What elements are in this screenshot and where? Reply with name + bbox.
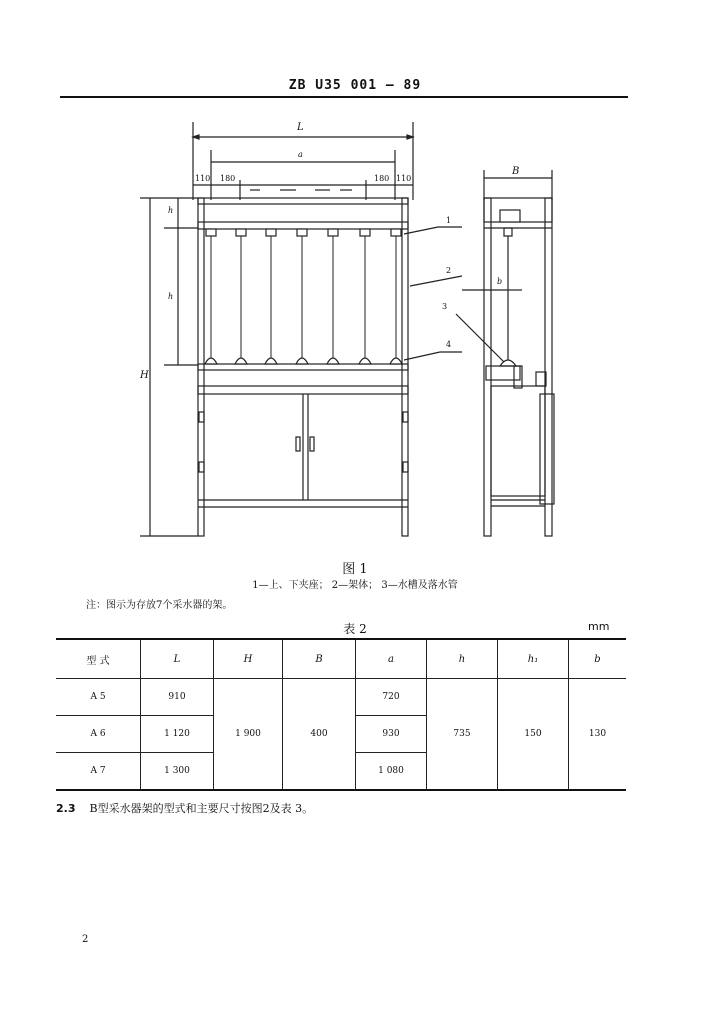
- figure-legend: 1—上、下夹座； 2—架体； 3—水槽及落水管: [252, 580, 458, 591]
- dim-label-h: h: [168, 292, 174, 301]
- dim-label-180-right: 180: [374, 174, 390, 183]
- cell-a: 720: [356, 679, 427, 716]
- header-L: L: [141, 639, 214, 679]
- dim-label-B: B: [512, 166, 520, 177]
- dim-label-h1: h: [168, 206, 174, 215]
- dim-label-H: H: [140, 370, 149, 381]
- callout-1: 1: [446, 216, 452, 225]
- callout-2: 2: [446, 266, 452, 275]
- figure-title: 图 1: [342, 562, 368, 577]
- callout-4: 4: [446, 340, 452, 349]
- cell-a: 930: [356, 716, 427, 753]
- page-number: 2: [82, 934, 89, 945]
- header-B: B: [283, 639, 356, 679]
- cell-H: 1 900: [214, 679, 283, 791]
- dim-label-L: L: [297, 122, 304, 133]
- cell-b: 130: [569, 679, 627, 791]
- document-code-header: ZB U35 001 — 89: [288, 78, 422, 93]
- header-H: H: [214, 639, 283, 679]
- cell-type: A 5: [56, 679, 141, 716]
- section-paragraph: [56, 800, 313, 816]
- side-view: [456, 170, 554, 536]
- cell-type: A 6: [56, 716, 141, 753]
- header-a: a: [356, 639, 427, 679]
- dim-label-110-right: 110: [396, 174, 412, 183]
- header-b: b: [569, 639, 627, 679]
- table-header-row: [56, 639, 626, 679]
- dim-label-b: b: [497, 277, 503, 286]
- table-title: 表 2: [343, 622, 367, 636]
- cell-B: 400: [283, 679, 356, 791]
- dim-label-a: a: [298, 150, 303, 159]
- table-unit: mm: [588, 620, 610, 633]
- header-type: 型 式: [56, 639, 141, 679]
- dim-label-180-left: 180: [220, 174, 236, 183]
- dim-label-110-left: 110: [195, 174, 211, 183]
- spec-table: [56, 638, 626, 791]
- front-view: [140, 122, 462, 536]
- cell-type: A 7: [56, 753, 141, 791]
- cell-L: 1 120: [141, 716, 214, 753]
- header-h: h: [427, 639, 498, 679]
- section-text: B型采水器架的型式和主要尺寸按图2及表 3。: [89, 802, 314, 815]
- cell-h1: 150: [498, 679, 569, 791]
- section-number: 2.3: [56, 802, 76, 815]
- cell-h: 735: [427, 679, 498, 791]
- table-row: [56, 679, 626, 716]
- cell-a: 1 080: [356, 753, 427, 791]
- cell-L: 1 300: [141, 753, 214, 791]
- figure-note: 注：图示为存放7个采水器的架。: [86, 600, 233, 611]
- cell-L: 910: [141, 679, 214, 716]
- header-h1: h₁: [498, 639, 569, 679]
- callout-3: 3: [442, 302, 448, 311]
